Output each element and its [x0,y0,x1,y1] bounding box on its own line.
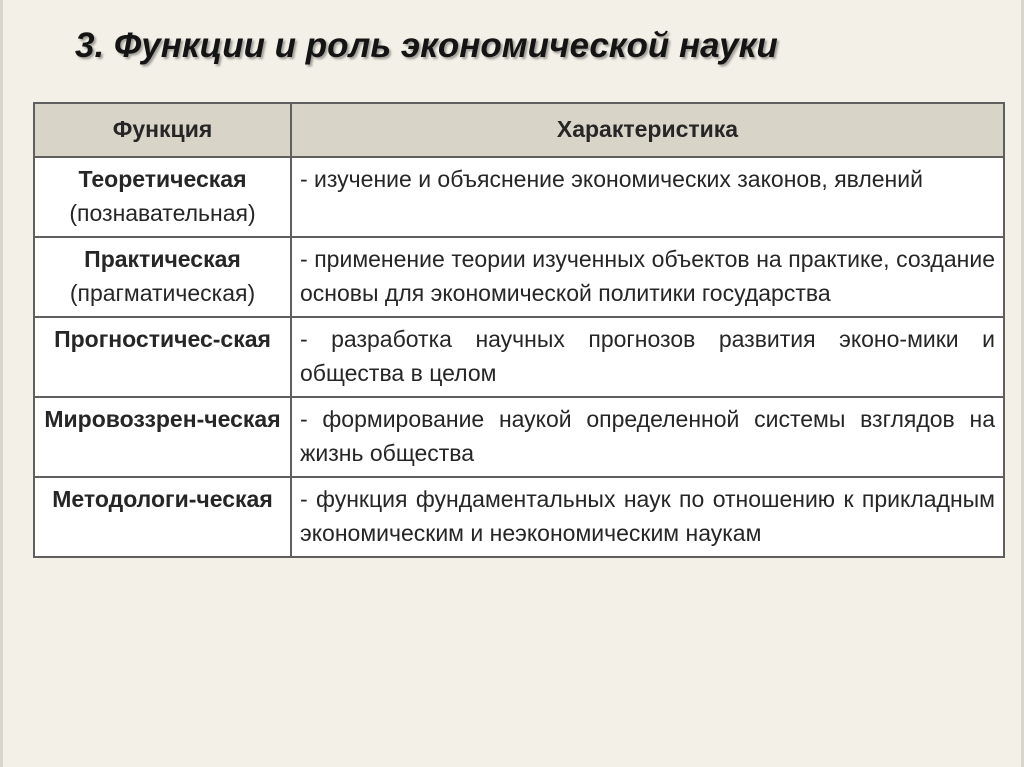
description-cell: - изучение и объяснение экономических законов, явлений [291,157,1004,237]
function-cell [34,157,291,237]
function-name: Мировоззрен-ческая [44,406,281,432]
function-cell [34,477,291,557]
function-cell [34,397,291,477]
table-row [34,317,1004,397]
header-characteristic: Характеристика [291,103,1004,157]
description-cell: - функция фундаментальных наук по отношению к прикладным экономическим и неэкономическим наукам [291,477,1004,557]
header-function: Функция [34,103,291,157]
function-subtitle: (прагматическая) [69,280,256,306]
table-row [34,477,1004,557]
table-header-row [34,103,1004,157]
table-row [34,237,1004,317]
table-row [34,397,1004,477]
description-cell: - формирование наукой определенной системы взглядов на жизнь общества [291,397,1004,477]
function-name: Практическая [84,246,241,272]
slide-title: 3. Функции и роль экономической науки [75,26,778,65]
description-cell: - разработка научных прогнозов развития эконо-мики и общества в целом [291,317,1004,397]
function-cell [34,317,291,397]
functions-table [33,102,1005,558]
function-name: Теоретическая [78,166,247,192]
function-subtitle: (познавательная) [69,200,256,226]
table-row [34,157,1004,237]
function-name: Методологи-ческая [52,486,273,512]
function-name: Прогностичес-ская [54,326,271,352]
function-cell [34,237,291,317]
description-cell: - применение теории изученных объектов на практике, создание основы для экономической политики государства [291,237,1004,317]
